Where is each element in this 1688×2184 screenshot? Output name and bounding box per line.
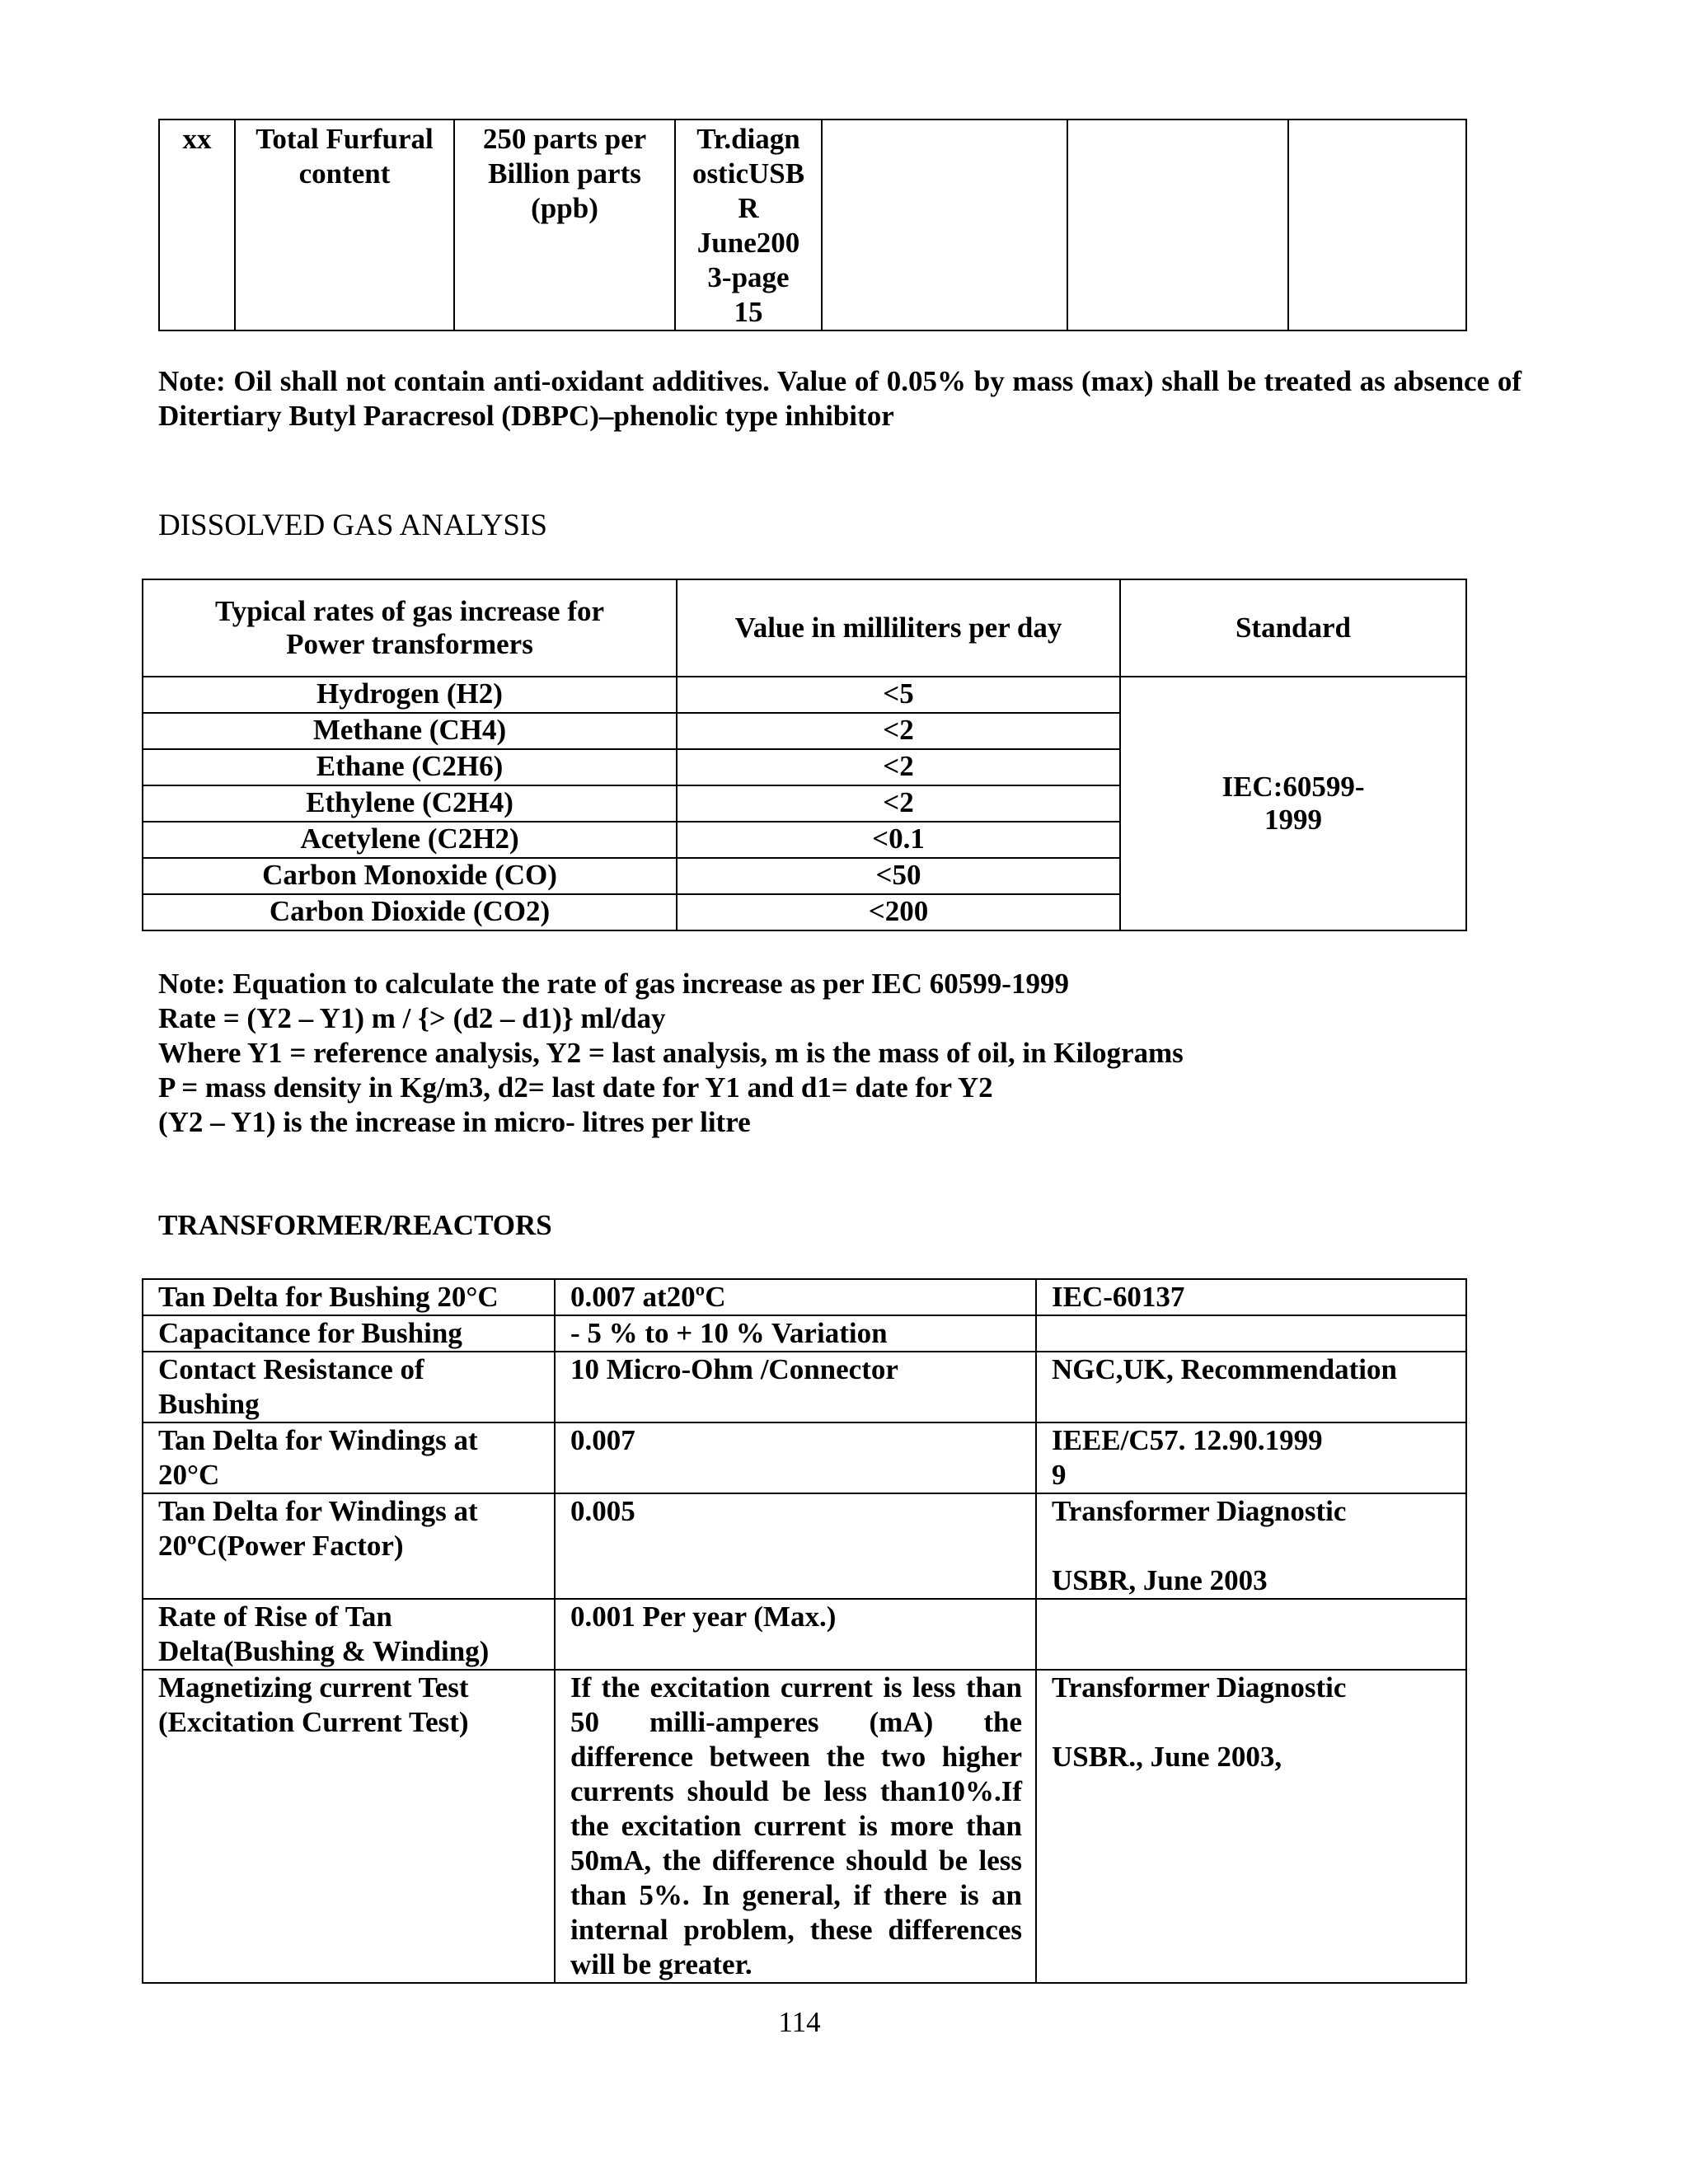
gas-header-line: Power transformers xyxy=(286,628,533,660)
param-line: Magnetizing current Test xyxy=(158,1671,469,1704)
table-row xyxy=(143,1422,1466,1493)
table-row xyxy=(143,1599,1466,1670)
ref-line: USBR., June 2003, xyxy=(1052,1741,1282,1773)
ref-cell xyxy=(1036,1422,1466,1493)
gas-header xyxy=(143,579,677,677)
gas-value-cell: <50 xyxy=(677,858,1120,894)
ref-cell xyxy=(1036,1599,1466,1670)
ref-cell xyxy=(1036,1493,1466,1599)
standard-cell xyxy=(1120,677,1466,930)
row-id: xx xyxy=(182,123,212,155)
gas-cell: Methane (CH4) xyxy=(143,713,677,749)
standard-line: IEC:60599- xyxy=(1221,771,1365,803)
ref-line: Transformer Diagnostic xyxy=(1052,1495,1347,1527)
reference-line: Tr.diagn xyxy=(696,123,800,155)
parameter-line: Total Furfural xyxy=(256,123,434,155)
note-line: (Y2 – Y1) is the increase in micro- litres per litre xyxy=(158,1106,751,1138)
reference-line: 15 xyxy=(734,296,763,328)
value-cell xyxy=(454,120,675,330)
standard-line: 1999 xyxy=(1264,804,1322,836)
gas-cell: Carbon Dioxide (CO2) xyxy=(143,894,677,930)
param-line: Contact Resistance of xyxy=(158,1353,424,1385)
gas-value-cell: <2 xyxy=(677,713,1120,749)
table-row xyxy=(143,1279,1466,1315)
param-cell xyxy=(143,1599,555,1670)
standard-header: Standard xyxy=(1120,579,1466,677)
ref-cell: IEC-60137 xyxy=(1036,1279,1466,1315)
table-row xyxy=(143,1352,1466,1422)
param-line: 20°C xyxy=(158,1459,220,1491)
reference-line: 3-page xyxy=(707,261,790,293)
value-line: (ppb) xyxy=(531,192,598,224)
value-cell: 0.007 at20ºC xyxy=(555,1279,1036,1315)
param-cell xyxy=(143,1422,555,1493)
furfural-table xyxy=(158,119,1467,331)
ref-cell: NGC,UK, Recommendation xyxy=(1036,1352,1466,1422)
gas-value-cell: <2 xyxy=(677,749,1120,785)
value-cell: - 5 % to + 10 % Variation xyxy=(555,1315,1036,1352)
table-row xyxy=(143,1493,1466,1599)
row-id-cell xyxy=(159,120,235,330)
gas-value-cell: <0.1 xyxy=(677,822,1120,858)
gas-value-cell: <2 xyxy=(677,785,1120,822)
param-line: Rate of Rise of Tan xyxy=(158,1601,392,1633)
gas-cell: Carbon Monoxide (CO) xyxy=(143,858,677,894)
ref-line: IEEE/C57. 12.90.1999 xyxy=(1052,1424,1323,1456)
param-cell: Tan Delta for Bushing 20°C xyxy=(143,1279,555,1315)
transformer-table xyxy=(142,1278,1467,1984)
parameter-line: content xyxy=(298,157,391,190)
param-line: Tan Delta for Windings at xyxy=(158,1495,478,1527)
table-row xyxy=(143,1670,1466,1983)
param-line: 20ºC(Power Factor) xyxy=(158,1530,404,1562)
equation-note xyxy=(158,967,1559,1140)
param-line: Delta(Bushing & Winding) xyxy=(158,1635,490,1667)
param-cell xyxy=(143,1493,555,1599)
empty-cell xyxy=(822,120,1067,330)
gas-cell: Acetylene (C2H2) xyxy=(143,822,677,858)
empty-cell xyxy=(1288,120,1466,330)
value-cell: 0.001 Per year (Max.) xyxy=(555,1599,1036,1670)
ref-cell xyxy=(1036,1670,1466,1983)
reference-cell xyxy=(675,120,822,330)
value-cell: If the excitation current is less than 50 milli-amperes (mA) the difference between the two higher currents should be less than10%.If the excitation current is more than 50mA, the difference should be less than 5%. In general, if there is an internal problem, these differences will be greater. xyxy=(555,1670,1036,1983)
value-line: Billion parts xyxy=(488,157,641,190)
antioxidant-note: Note: Oil shall not contain anti-oxidant additives. Value of 0.05% by mass (max) shall be treated as absence of Ditertiary Butyl Paracresol (DBPC)–phenolic type inhibitor xyxy=(158,365,1522,432)
parameter-cell xyxy=(235,120,454,330)
note-line: Note: Equation to calculate the rate of gas increase as per IEC 60599-1999 xyxy=(158,968,1069,1000)
value-cell: 10 Micro-Ohm /Connector xyxy=(555,1352,1036,1422)
ref-line: Transformer Diagnostic xyxy=(1052,1671,1347,1704)
value-line: 250 parts per xyxy=(482,123,647,155)
note-line: Where Y1 = reference analysis, Y2 = last analysis, m is the mass of oil, in Kilograms xyxy=(158,1037,1184,1069)
reference-line: osticUSB xyxy=(692,157,805,190)
table-header-row xyxy=(143,579,1466,677)
reference-line: R xyxy=(738,192,759,224)
dga-heading: DISSOLVED GAS ANALYSIS xyxy=(158,509,547,542)
value-cell: 0.007 xyxy=(555,1422,1036,1493)
page-number: 114 xyxy=(778,2006,821,2038)
gas-value-cell: <5 xyxy=(677,677,1120,713)
param-cell: Capacitance for Bushing xyxy=(143,1315,555,1352)
gas-cell: Ethane (C2H6) xyxy=(143,749,677,785)
table-row xyxy=(143,1315,1466,1352)
param-line: Tan Delta for Windings at xyxy=(158,1424,478,1456)
ref-cell xyxy=(1036,1315,1466,1352)
table-row xyxy=(159,120,1466,330)
transformer-heading: TRANSFORMER/REACTORS xyxy=(158,1209,552,1241)
param-cell xyxy=(143,1670,555,1983)
dga-table xyxy=(142,579,1467,931)
empty-cell xyxy=(1067,120,1288,330)
gas-cell: Ethylene (C2H4) xyxy=(143,785,677,822)
gas-header-line: Typical rates of gas increase for xyxy=(214,595,605,627)
ref-line: USBR, June 2003 xyxy=(1052,1564,1268,1596)
param-cell xyxy=(143,1352,555,1422)
ref-line: 9 xyxy=(1052,1459,1067,1491)
value-header: Value in milliliters per day xyxy=(677,579,1120,677)
param-line: Bushing xyxy=(158,1388,260,1420)
note-line: P = mass density in Kg/m3, d2= last date for Y1 and d1= date for Y2 xyxy=(158,1071,993,1104)
table-row xyxy=(143,677,1466,713)
value-cell: 0.005 xyxy=(555,1493,1036,1599)
gas-cell: Hydrogen (H2) xyxy=(143,677,677,713)
note-line: Rate = (Y2 – Y1) m / {> (d2 – d1)} ml/day xyxy=(158,1002,666,1034)
gas-value-cell: <200 xyxy=(677,894,1120,930)
reference-line: June200 xyxy=(696,227,800,259)
param-line: (Excitation Current Test) xyxy=(158,1706,469,1738)
